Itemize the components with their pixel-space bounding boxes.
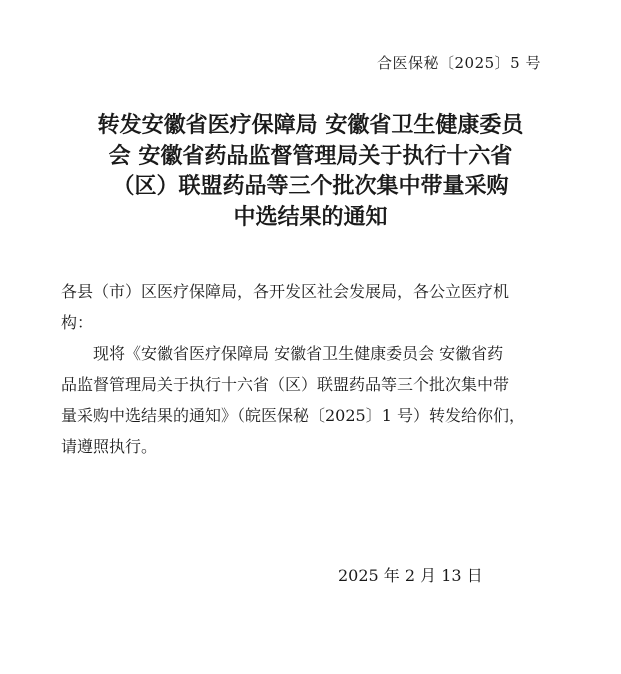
- body-line: 量采购中选结果的通知》（皖医保秘〔2025〕1 号）转发给你们，: [61, 406, 525, 425]
- body-line: 请遵照执行。: [61, 437, 158, 456]
- document-date: 2025 年 2 月 13 日: [338, 566, 483, 585]
- body-line: 现将《安徽省医疗保障局 安徽省卫生健康委员会 安徽省药: [93, 344, 504, 363]
- addressee-line: 各县（市）区医疗保障局，各开发区社会发展局，各公立医疗机: [61, 282, 510, 301]
- document-number: 合医保秘〔2025〕5 号: [377, 54, 541, 72]
- title-line: 会 安徽省药品监督管理局关于执行十六省: [108, 143, 513, 169]
- body-paragraph: [61, 338, 551, 462]
- title-line: （区）联盟药品等三个批次集中带量采购: [112, 174, 509, 199]
- body-line: 品监督管理局关于执行十六省（区）联盟药品等三个批次集中带: [61, 375, 510, 394]
- title-line: 中选结果的通知: [233, 204, 388, 230]
- addressee-line: 构：: [61, 313, 94, 332]
- title-line: 转发安徽省医疗保障局 安徽省卫生健康委员: [97, 113, 524, 138]
- addressee: [61, 276, 551, 338]
- document-title: [60, 111, 561, 233]
